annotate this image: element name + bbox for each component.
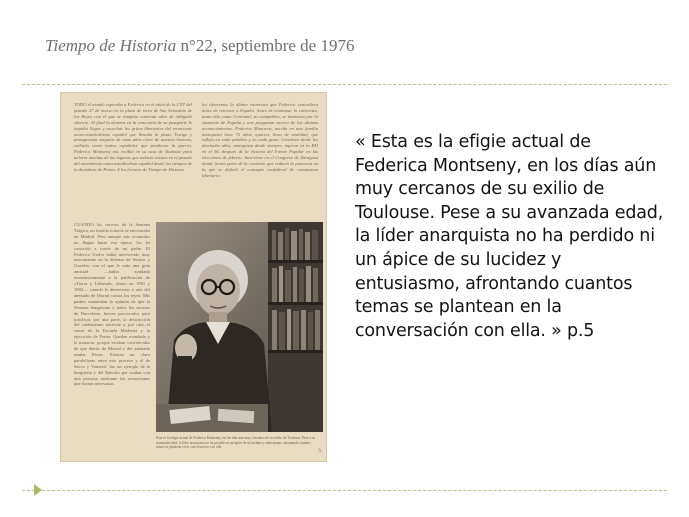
scan-column-body: CUANDO los sucesos de la Semana Trágica, no familia todavía se encontraba en Madrid. Pero aunque mis recuerdos no llegan hasta esa época, los he conocido a través de mi padre. El Federico Urales había intervenido muy activamente en la defensa de Sunyer y Guardia, con el que le unía una gran amistad —había ayudado económicamente a la publicación de «Tierra y Libertad», diario en 1901 y 1902— cuando le detuvieron a raíz del atentado de Morral contra los reyes. Mis padres mantenían la opinión de que la Semana Sangrienta y todos los sucesos de Barcelona, fueron provocados para justificar, por una parte, la destrucción del catalanismo naciente y, por otra, el cierre de la Escuela Moderna y la ejecución de Ferrer. Quedan mandado y le mataron, porque estaban convencidos de que detrás de Morral y del atentado estaba Ferrer. Existen un claro paralelismo entre este proceso y el de Sacco y Vanzetti: fue un ejemplo de la burguesía y del Ejército por acabar con una persona mediante las acusaciones que fueran necesarias. (74, 222, 150, 387)
issue-info: n°22, septiembre de 1976 (180, 36, 355, 55)
bottom-divider (22, 490, 667, 491)
slide-title (45, 36, 354, 56)
magazine-scan (60, 92, 327, 462)
top-divider (22, 84, 667, 85)
scan-page-number: 5 (318, 449, 321, 454)
photo-caption: Esta es la efigie actual de Federica Montseny, en los días aún muy cercanos de su exilio de Toulouse. Pese a su avanzada edad, la líder anarquista no ha perdido ni un ápice de su lucidez y entusiasmo, afrontando cuantos temas se plantean en la conversación con ella. (156, 436, 316, 449)
portrait-image (156, 222, 323, 432)
scan-column-intro-2: les ofrecemos la última entrevista que Federica concediera antes de retornar a España. Antes de comenzar la entrevista, tanto ella como Germinal, su compañero, se interesan por la situación de España y nos preguntan acerca de los últimos acontecimientos. Federica Montseny, nacida en una familia anarquista hace 72 años, aparece llena de vitalidad, que refleja en cada palabra y en cada gesto. Cenetista desde los dieciocho años, anarquista desde siempre, ingresa en la FAI en el 36, después de la victoria del Frente Popular en las elecciones de febrero. Interviene en el Congreso de Zaragoza donde forma parte de la comisión que redactó la ponencia en la que se definió el concepto confederal de comunismo libertario. (202, 102, 318, 178)
quote-text: « Esta es la efigie actual de Federica Montseny, en los días aún muy cercanos de su exilio de Toulouse. Pese a su avanzada edad, la líder anarquista no ha perdido ni un ápice de su lucidez y entusiasmo, afrontando cuantos temas se plantean en la conversación con ella. » p.5 (355, 132, 664, 341)
play-arrow-icon[interactable] (34, 484, 42, 496)
scan-column-intro: TODO el mundo esperaba a Federica en el mitin de la CNT del pasado 27 de marzo en la plaza de toros de San Sebastián de los Reyes con el que se rompían cuarenta años de obligado silencio. Al final la demora en la concesión de su pasaporte le impidió llegar y escuchar los gritos libertarios del renaciente anarcosindicalismo español que llenaba la plaza. Testigo y protagonista singular de unos años clave de nuestra historia, exiliada como tantos españoles que perdieron la guerra, Federica Montseny nos recibía en su casa de Toulouse para aclarar muchas de las lagunas que todavía existen en el pasado del movimiento anarcosindicalista español desde los tiempos de la dictadura de Primo. A los lectores de Tiempo de Historia (74, 102, 192, 172)
magazine-name: Tiempo de Historia (45, 36, 177, 55)
montseny-photo (156, 222, 323, 432)
